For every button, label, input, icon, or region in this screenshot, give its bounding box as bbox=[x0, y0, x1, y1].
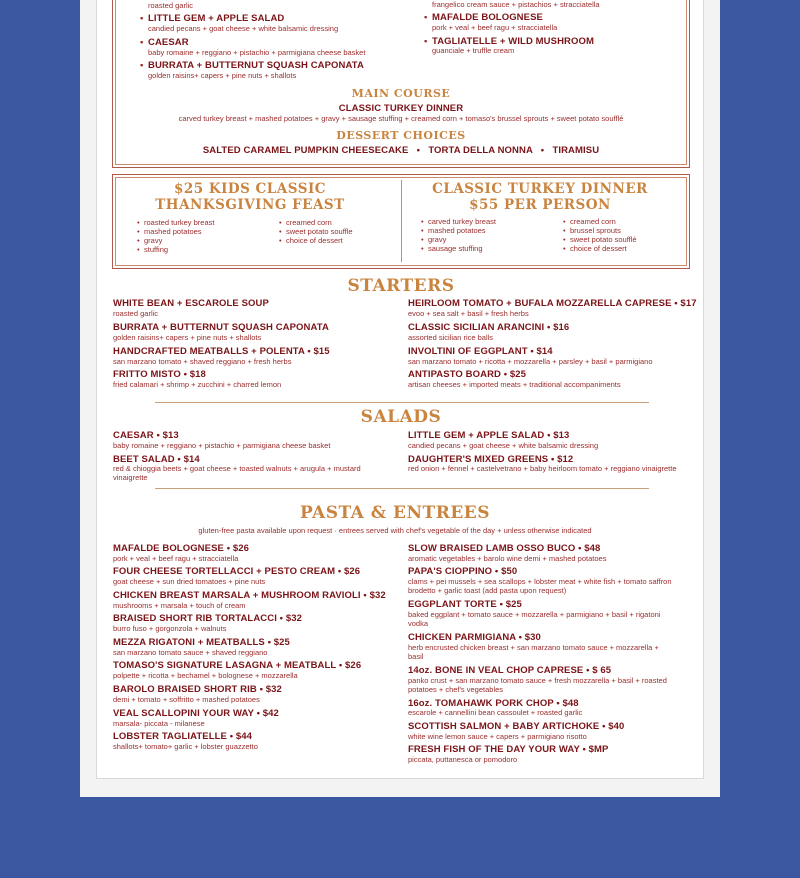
salads-heading: SALADS bbox=[360, 407, 442, 427]
list-item: • choice of dessert bbox=[279, 236, 343, 245]
dessert-heading: DESSERT CHOICES bbox=[336, 129, 466, 142]
section-divider bbox=[155, 402, 649, 403]
menu-item-name: MAFALDE BOLOGNESE • $26 bbox=[113, 543, 250, 554]
item-desc: golden raisins+ capers + pine nuts + shallots bbox=[148, 71, 297, 80]
turkey-dinner-title: CLASSIC TURKEY DINNER bbox=[432, 181, 648, 197]
list-item: • gravy bbox=[137, 236, 162, 245]
menu-item-name: BURRATA + BUTTERNUT SQUASH CAPONATA bbox=[113, 322, 329, 333]
menu-item-name: ANTIPASTO BOARD • $25 bbox=[408, 369, 527, 380]
menu-item-name: INVOLTINI OF EGGPLANT • $14 bbox=[408, 346, 553, 357]
item-desc: san marzano tomato + ricotta + mozzarella + parsley + basil + parmigiano bbox=[408, 357, 653, 366]
item-desc: white wine lemon sauce + capers + parmigiano risotto bbox=[408, 732, 587, 741]
kids-feast-title: $25 KIDS CLASSIC bbox=[173, 181, 327, 197]
item-desc: burro fuso + gorgonzola + walnuts bbox=[113, 624, 227, 633]
item-desc: red onion + fennel + castelvetrano + baby heirloom tomato + reggiano vinaigrette bbox=[408, 464, 677, 473]
item-desc: pork + veal + beef ragu + stracciatella bbox=[113, 554, 239, 563]
item-desc: baby romaine + reggiano + pistachio + parmigiana cheese basket bbox=[148, 48, 366, 57]
item-desc: pork + veal + beef ragu + stracciatella bbox=[432, 23, 558, 32]
menu-item-name: BAROLO BRAISED SHORT RIB • $32 bbox=[113, 684, 282, 695]
item-desc: piccata, puttanesca or pomodoro bbox=[408, 755, 518, 764]
item-desc: evoo + sea salt + basil + fresh herbs bbox=[408, 309, 529, 318]
menu-item-name: VEAL SCALLOPINI YOUR WAY • $42 bbox=[113, 708, 279, 719]
menu-item-name: 16oz. TOMAHAWK PORK CHOP • $48 bbox=[408, 698, 579, 709]
item-desc: goat cheese + sun dried tomatoes + pine nuts bbox=[113, 577, 266, 586]
item-desc: golden raisins+ capers + pine nuts + shallots bbox=[113, 333, 262, 342]
main-course-desc: carved turkey breast + mashed potatoes + gravy + sausage stuffing + creamed corn + tomaso's brussel sprouts + sweet potato soufflé bbox=[178, 114, 624, 123]
item-desc: candied pecans + goat cheese + white balsamic dressing bbox=[148, 24, 339, 33]
menu-item-name: CHICKEN BREAST MARSALA + MUSHROOM RAVIOLI • $32 bbox=[113, 590, 386, 601]
item-desc: panko crust + san marzano tomato sauce + fresh mozzarella + basil + roasted potatoes + chef's vegetables bbox=[408, 676, 667, 694]
menu-item-name: MEZZA RIGATONI + MEATBALLS • $25 bbox=[113, 637, 290, 648]
list-item: • choice of dessert bbox=[563, 244, 627, 253]
list-item: • mashed potatoes bbox=[137, 227, 202, 236]
item-desc: escarole + cannellini bean cassoulet + roasted garlic bbox=[408, 708, 583, 717]
item-desc: san marzano tomato sauce + shaved reggiano bbox=[113, 648, 268, 657]
list-item: • sausage stuffing bbox=[421, 244, 483, 253]
list-item: • creamed corn bbox=[279, 218, 332, 227]
menu-item-name: HANDCRAFTED MEATBALLS + POLENTA • $15 bbox=[113, 346, 330, 357]
menu-item-name: SCOTTISH SALMON + BABY ARTICHOKE • $40 bbox=[408, 721, 625, 732]
menu-item-name: • CAESAR bbox=[148, 37, 189, 48]
item-desc: guanciale + truffle cream bbox=[432, 46, 515, 55]
box-divider bbox=[401, 180, 402, 262]
menu-item-name: LITTLE GEM + APPLE SALAD • $13 bbox=[408, 430, 570, 441]
list-item: • sweet potato soufflé bbox=[563, 235, 637, 244]
item-desc: aromatic vegetables + barolo wine demi + mashed potatoes bbox=[408, 554, 607, 563]
main-course-name: CLASSIC TURKEY DINNER bbox=[338, 103, 464, 114]
menu-item-name: WHITE BEAN + ESCAROLE SOUP bbox=[113, 298, 269, 309]
menu-item-name: DAUGHTER'S MIXED GREENS • $12 bbox=[408, 454, 574, 465]
item-desc: san marzano tomato + shaved reggiano + fresh herbs bbox=[113, 357, 292, 366]
list-item: • brussel sprouts bbox=[563, 226, 621, 235]
turkey-dinner-price: $55 PER PERSON bbox=[469, 197, 611, 213]
list-item: • roasted turkey breast bbox=[137, 218, 214, 227]
menu-item-name: SLOW BRAISED LAMB OSSO BUCO • $48 bbox=[408, 543, 601, 554]
item-desc: polpette + ricotta + bechamel + bolognese + mozzarella bbox=[113, 671, 298, 680]
item-desc: assorted sicilian rice balls bbox=[408, 333, 494, 342]
item-desc: marsala- piccata - milanese bbox=[113, 719, 205, 728]
item-desc: artisan cheeses + imported meats + traditional accompaniments bbox=[408, 380, 621, 389]
starters-heading: STARTERS bbox=[347, 276, 455, 296]
item-desc: demi + tomato + soffritto + mashed potatoes bbox=[113, 695, 260, 704]
list-item: • stuffing bbox=[137, 245, 168, 254]
item-desc: clams + pei mussels + sea scallops + lobster meat + white fish + tomato saffron brodetto + garlic toast (add pasta upon request) bbox=[408, 577, 672, 595]
pasta-note: gluten-free pasta available upon request · entrees served with chef's vegetable of the day + unless otherwise indicated bbox=[198, 526, 592, 535]
menu-item-name: FOUR CHEESE TORTELLACCI + PESTO CREAM • $26 bbox=[113, 566, 361, 577]
item-desc: candied pecans + goat cheese + white balsamic dressing bbox=[408, 441, 599, 450]
list-item: • mashed potatoes bbox=[421, 226, 486, 235]
pasta-entrees-heading: PASTA & ENTREES bbox=[299, 503, 491, 523]
item-desc: red & chioggia beets + goat cheese + toasted walnuts + arugula + mustard vinaigrette bbox=[113, 464, 361, 482]
item-desc: shallots+ tomato+ garlic + lobster guazzetto bbox=[113, 742, 258, 751]
item-desc: fried calamari + shrimp + zucchini + charred lemon bbox=[113, 380, 282, 389]
list-item: • sweet potato souffle bbox=[279, 227, 353, 236]
list-item: • gravy bbox=[421, 235, 446, 244]
item-desc: mushrooms + marsala + touch of cream bbox=[113, 601, 246, 610]
item-desc: baby romaine + reggiano + pistachio + parmigiana cheese basket bbox=[113, 441, 331, 450]
item-desc: roasted garlic bbox=[113, 309, 159, 318]
menu-item-name: BRAISED SHORT RIB TORTALACCI • $32 bbox=[113, 613, 303, 624]
menu-item-name: HEIRLOOM TOMATO + BUFALA MOZZARELLA CAPRESE • $17 bbox=[408, 298, 697, 309]
item-desc: roasted garlic bbox=[148, 1, 194, 10]
menu-item-name: CHICKEN PARMIGIANA • $30 bbox=[408, 632, 541, 643]
menu-item-name: PAPA'S CIOPPINO • $50 bbox=[408, 566, 518, 577]
menu-item-name: FRITTO MISTO • $18 bbox=[113, 369, 206, 380]
list-item: • creamed corn bbox=[563, 217, 616, 226]
item-desc: herb encrusted chicken breast + san marzano tomato sauce + mozzarella + basil bbox=[408, 643, 659, 661]
kids-feast-title: THANKSGIVING FEAST bbox=[155, 197, 345, 213]
menu-item-name: LOBSTER TAGLIATELLE • $44 bbox=[113, 731, 253, 742]
menu-item-name: TOMASO'S SIGNATURE LASAGNA + MEATBALL • $26 bbox=[113, 660, 362, 671]
menu-item-name: CAESAR • $13 bbox=[113, 430, 179, 441]
menu-item-name: 14oz. BONE IN VEAL CHOP CAPRESE • $ 65 bbox=[408, 665, 612, 676]
item-desc: frangelico cream sauce + pistachios + stracciatella bbox=[432, 0, 600, 9]
dessert-items: SALTED CARAMEL PUMPKIN CHEESECAKE • TORTA DELLA NONNA • TIRAMISU bbox=[202, 145, 600, 156]
item-desc: baked eggplant + tomato sauce + mozzarella + parmigiano + basil + rigatoni vodka bbox=[408, 610, 661, 628]
section-divider bbox=[155, 488, 649, 489]
menu-item-name: • BURRATA + BUTTERNUT SQUASH CAPONATA bbox=[148, 60, 364, 71]
menu-item-name: • MAFALDE BOLOGNESE bbox=[432, 12, 543, 23]
main-course-heading: MAIN COURSE bbox=[351, 87, 451, 100]
list-item: • carved turkey breast bbox=[421, 217, 496, 226]
menu-item-name: CLASSIC SICILIAN ARANCINI • $16 bbox=[408, 322, 570, 333]
menu-item-name: • TAGLIATELLE + WILD MUSHROOM bbox=[432, 36, 594, 47]
menu-item-name: EGGPLANT TORTE • $25 bbox=[408, 599, 522, 610]
menu-item-name: FRESH FISH OF THE DAY YOUR WAY • $MP bbox=[408, 744, 609, 755]
menu-item-name: • LITTLE GEM + APPLE SALAD bbox=[148, 13, 284, 24]
menu-item-name: BEET SALAD • $14 bbox=[113, 454, 200, 465]
